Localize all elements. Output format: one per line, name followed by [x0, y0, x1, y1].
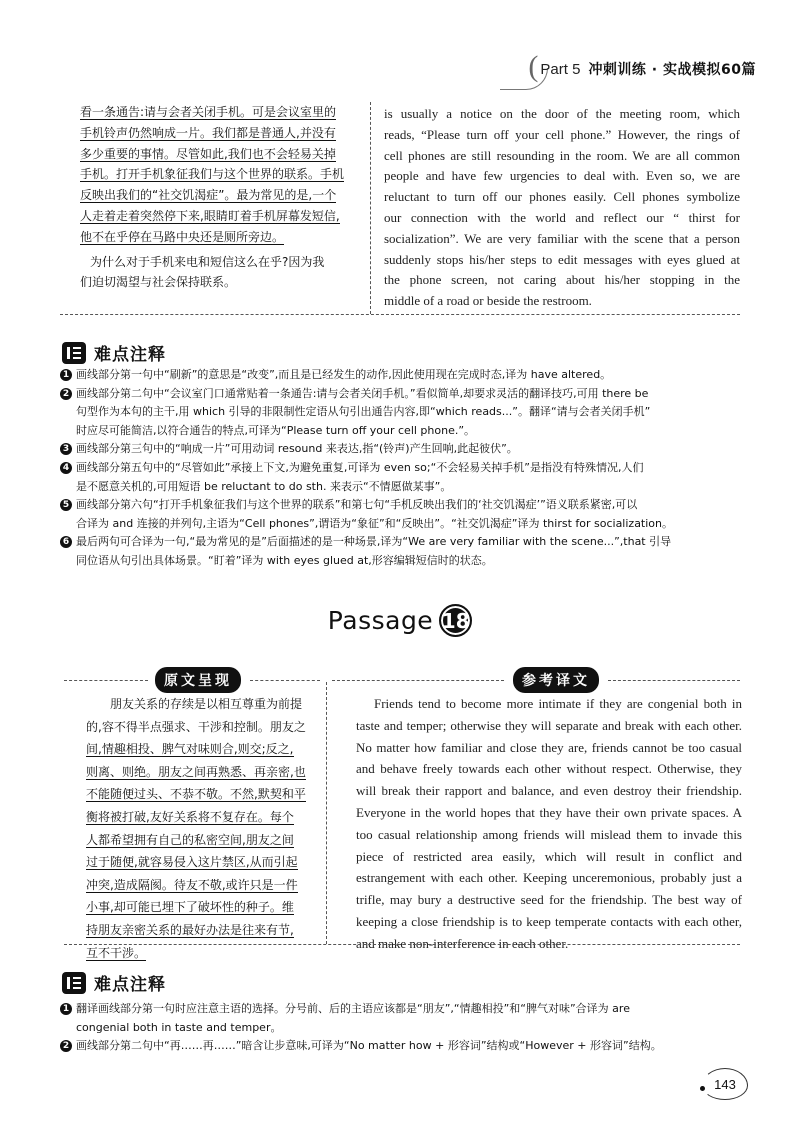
- notes-icon: [62, 342, 86, 364]
- text-line: 衡将被打破,友好关系将不复存在。每个: [86, 809, 294, 824]
- note-item: [60, 1000, 750, 1037]
- text-line: 为什么对于手机来电和短信这么在乎?因为我: [90, 254, 325, 269]
- text-line: reads, “Please turn off your cell phone.” However, the rings of: [384, 126, 740, 142]
- text-line: No matter how familiar and close they are, friends cannot be too casual: [356, 739, 742, 755]
- tab-divider-line: [332, 680, 504, 681]
- note-item: [60, 1037, 750, 1056]
- text-line: and make non-interference in each other.: [356, 935, 569, 951]
- note-number: 2: [60, 1040, 72, 1052]
- note-line: 是不愿意关机的,可用短语 be reluctant to do sth. 来表示“不情愿做某事”。: [76, 479, 452, 493]
- note-number: 4: [60, 462, 72, 474]
- passage-english-text: [356, 694, 742, 956]
- text-line: too casual relationship among friends will mislead them to invade this: [356, 826, 742, 842]
- note-number: 2: [60, 388, 72, 400]
- text-line: reluctant to turn off our phones easily. Cell phones symbolize: [384, 189, 740, 205]
- passage-number-badge: 18: [439, 604, 472, 637]
- text-line: 多少重要的事情。尽管如此,我们也不会轻易关掉: [80, 146, 336, 161]
- text-line: Friends tend to become more intimate if they are congenial both in: [374, 696, 742, 711]
- note-item: [60, 496, 750, 533]
- text-line: our connection with the world and reflect our “ thirst for: [384, 209, 740, 225]
- text-line: middle of a road or beside the restroom.: [384, 293, 592, 309]
- note-line: 画线部分第二句中“会议室门口通常贴着一条通告:请与会者关闭手机。”看似简单,却要求灵活的翻译技巧,可用 there be: [76, 386, 649, 400]
- page-header: [528, 50, 756, 83]
- note-line: 时应尽可能简洁,以符合通告的特点,可译为“Please turn off your cell phone.”。: [76, 423, 476, 437]
- page-number: 143: [702, 1068, 748, 1100]
- note-line: congenial both in taste and temper。: [76, 1020, 282, 1034]
- note-item: [60, 459, 750, 496]
- text-line: 小事,却可能已埋下了破坏性的种子。维: [86, 900, 294, 915]
- text-line: socialization”. We are very familiar with the scene that a person: [384, 230, 740, 246]
- bracket-decoration: (: [528, 50, 539, 83]
- text-line: 们迫切渴望与社会保持联系。: [80, 275, 237, 290]
- text-line: 反映出我们的“社交饥渴症”。最为常见的是,一个: [80, 188, 337, 203]
- tab-divider-line: [250, 680, 320, 681]
- tab-reference-translation: 参考译文: [513, 667, 599, 693]
- passage-word: Passage: [327, 606, 434, 635]
- text-line: keeping a close friendship is to keep temperate contacts with each other,: [356, 913, 742, 929]
- text-line: 朋友关系的存续是以相互尊重为前提: [110, 697, 303, 711]
- note-item: [60, 440, 750, 459]
- passage-chinese-text: [86, 694, 312, 965]
- header-part: Part 5: [540, 60, 581, 78]
- note-line: 合译为 and 连接的并列句,主语为“Cell phones”,谓语为“象征”和“反映出”。“社交饥渴症”译为 thirst for socialization。: [76, 516, 674, 530]
- text-line: is usually a notice on the door of the meeting room, which: [384, 106, 740, 121]
- text-line: estrangement with each other. Keeping unceremonious, probably just a: [356, 870, 742, 886]
- text-line: taste and temper; otherwise they will separate and break with each other.: [356, 717, 742, 733]
- note-number: 5: [60, 499, 72, 511]
- text-line: 互不干涉。: [86, 945, 147, 960]
- text-line: suddenly stops his/her steps to edit messages with eyes glued at: [384, 251, 740, 267]
- text-line: 人都希望拥有自己的私密空间,朋友之间: [86, 832, 294, 847]
- note-line: 同位语从句引出具体场景。“盯着”译为 with eyes glued at,形容编辑短信时的状态。: [76, 553, 493, 567]
- text-line: will break their rapport and balance, and even destroy their friendship.: [356, 783, 742, 799]
- tab-original-text: 原文呈现: [155, 667, 241, 693]
- notes-title: 难点注释: [94, 975, 166, 995]
- passage-title: [0, 604, 800, 637]
- top-chinese-text: [80, 102, 358, 293]
- note-line: 最后两句可合译为一句,“最为常见的是”后面描述的是一种场景,译为“We are very familiar with the scene...”,that 引导: [76, 535, 672, 549]
- note-line: 画线部分第六句“打开手机象征我们与这个世界的联系”和第七句“手机反映出我们的‘社交饥渴症’”语义联系紧密,可以: [76, 498, 638, 512]
- section-divider: [64, 944, 740, 945]
- notes-icon: [62, 972, 86, 994]
- text-line: trifle, may bury a destructive seed for the friendship. The best way of: [356, 892, 742, 908]
- text-line: people and have few urgencies to deal with. Even so, we are: [384, 168, 740, 184]
- column-divider: [326, 682, 327, 944]
- note-line: 画线部分第二句中“再……再……”暗含让步意味,可译为“No matter how + 形容词”结构或“However + 形容词”结构。: [76, 1039, 662, 1053]
- page-number-dot: [700, 1086, 705, 1091]
- note-number: 6: [60, 536, 72, 548]
- notes-heading: [62, 970, 166, 995]
- notes-title: 难点注释: [94, 345, 166, 365]
- text-line: 持朋友亲密关系的最好办法是往来有节,: [86, 922, 294, 937]
- text-line: 看一条通告:请与会者关闭手机。可是会议室里的: [80, 105, 337, 119]
- tab-divider-line: [608, 680, 740, 681]
- column-divider: [370, 102, 371, 314]
- header-title: 冲刺训练 · 实战模拟60篇: [588, 62, 756, 78]
- text-line: piece of restricted area easily, which will result in conflict and: [356, 848, 742, 864]
- note-line: 画线部分第三句中的“响成一片”可用动词 resound 来表达,指“(铃声)产生回响,此起彼伏”。: [76, 442, 518, 456]
- note-number: 1: [60, 1003, 72, 1015]
- text-line: 手机。打开手机象征我们与这个世界的联系。手机: [80, 167, 345, 182]
- section-divider: [60, 314, 740, 315]
- text-line: 间,情趣相投、脾气对味则合,则交;反之,: [86, 742, 294, 757]
- note-item: [60, 385, 750, 441]
- text-line: 他不在乎停在马路中央还是厕所旁边。: [80, 229, 285, 244]
- notes-heading: [62, 340, 166, 365]
- text-line: the phone screen, not caring about his/her stopping in the: [384, 272, 740, 288]
- text-line: 手机铃声仍然响成一片。我们都是普通人,并没有: [80, 125, 336, 140]
- tab-divider-line: [64, 680, 148, 681]
- notes-list: [60, 1000, 750, 1056]
- text-line: cell phones are still resounding in the room. We are all common: [384, 147, 740, 163]
- note-number: 1: [60, 369, 72, 381]
- top-english-text: [384, 104, 740, 312]
- note-line: 翻译画线部分第一句时应注意主语的选择。分号前、后的主语应该都是“朋友”,“情趣相投”和“脾气对味”合译为 are: [76, 1002, 630, 1015]
- text-line: 人走着走着突然停下来,眼睛盯着手机屏幕发短信,: [80, 208, 340, 223]
- text-line: 过于随便,就容易侵入这片禁区,从而引起: [86, 855, 298, 870]
- text-line: 则离、则绝。朋友之间再熟悉、再亲密,也: [86, 764, 306, 779]
- text-line: Everyone in the world hopes that they have their own private spaces. A: [356, 804, 742, 820]
- text-line: and behave freely towards each other without respect. Otherwise, they: [356, 761, 742, 777]
- text-line: 冲突,造成隔阂。待友不敬,或许只是一件: [86, 877, 298, 892]
- text-line: 的,容不得半点强求、干涉和控制。朋友之: [86, 719, 306, 734]
- text-line: 不能随便过头、不恭不敬。不然,默契和平: [86, 787, 306, 802]
- note-item: [60, 533, 750, 570]
- note-line: 画线部分第五句中的“尽管如此”承接上下文,为避免重复,可译为 even so;“不会轻易关掉手机”是指没有特殊情况,人们: [76, 460, 644, 474]
- note-number: 3: [60, 443, 72, 455]
- note-line: 句型作为本句的主干,用 which 引导的非限制性定语从句引出通告内容,即“which reads...”。翻译“请与会者关闭手机”: [76, 405, 651, 419]
- note-line: 画线部分第一句中“刷新”的意思是“改变”,而且是已经发生的动作,因此使用现在完成时态,译为 have altered。: [76, 368, 612, 381]
- notes-list: [60, 366, 750, 571]
- note-item: [60, 366, 750, 385]
